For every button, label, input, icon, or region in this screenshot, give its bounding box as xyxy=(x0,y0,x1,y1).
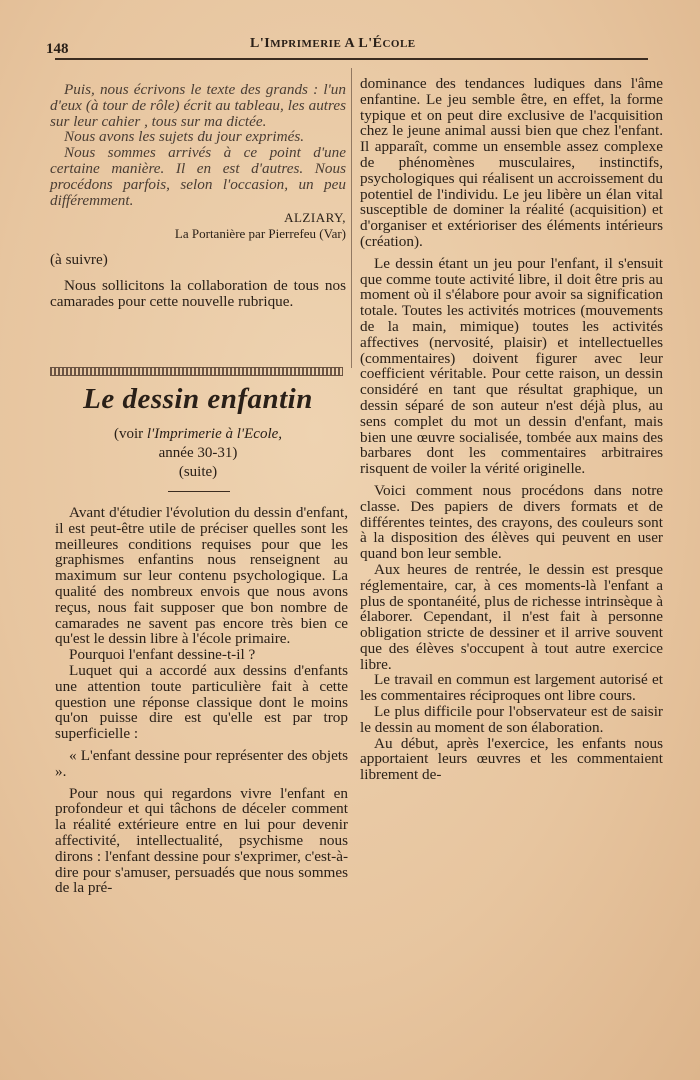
decorative-divider xyxy=(50,367,343,376)
article-subtitle xyxy=(50,425,346,482)
continued-note: (à suivre) xyxy=(50,250,108,268)
paragraph: Nous sommes arrivés à ce point d'une certaine manière. Il en est d'autres. Nous procédons parfois, selon l'occasion, un peu différemment. xyxy=(50,144,346,209)
paragraph: Au début, après l'exercice, les enfants nous apportaient leurs œuvres et les commentaient librement de- xyxy=(360,734,663,784)
subtitle-prefix: (voir xyxy=(113,426,147,442)
subtitle-suite: (suite) xyxy=(178,464,218,480)
running-title-part: A L'É xyxy=(341,36,383,51)
paragraph: Luquet qui a accordé aux dessins d'enfants une attention toute particulière fait à cette question une réponse classique dont le moins qu'on puisse dire est qu'elle est par trop superficielle : xyxy=(55,661,348,743)
previous-article xyxy=(50,82,346,309)
paragraph: Le dessin étant un jeu pour l'enfant, il s'ensuit que comme toute activité libre, il doit être pris au moment où il s'élabore pour avoir sa signification totale. Toutes les activités motrices (mouvements de la main, mimique) toutes les activités affectives (nervosité, plaisir) et intellectuelles (commentaires) doivent figurer avec leur coefficient véritable. Pour cette raison, un dessin considéré en tant que résultat graphique, un dessin séparé de son auteur n'est déjà plus, au sens complet du mot un dessin d'enfant, mais bien une œuvre socialisée, tombée aux mains des barbares dont les commentaires arbitraires risquent de voiler la vérité originelle. xyxy=(360,254,663,478)
author-location: La Portanière par Pierrefeu (Var) xyxy=(174,226,346,242)
paragraph: Pourquoi l'enfant dessine-t-il ? xyxy=(69,646,256,664)
page-number: 148 xyxy=(46,41,69,57)
running-title-part: COLE xyxy=(382,38,416,50)
collaboration-note: Nous sollicitons la collaboration de tous nos camarades pour cette nouvelle rubrique. xyxy=(50,276,346,310)
title-rule xyxy=(168,491,230,492)
paragraph: dominance des tendances ludiques dans l'âme enfantine. Le jeu semble être, en effet, la forme typique et on peut dire exclusive de l'acquisition chez le jeune animal aussi bien que chez l'enfant. Il apparaît, comme un ensemble assez complexe de phénomènes musculaires, instinctifs, psychologiques qui réalisent un accroissement du potentiel de l'individu. Le jeu libère un élan vital susceptible de dominer la réalité (acquisition) et d'organiser et extérioriser des éléments intérieurs (création). xyxy=(360,75,663,250)
running-title xyxy=(250,36,416,52)
subtitle-year: année 30-31) xyxy=(158,445,238,461)
subtitle-journal: l'Imprimerie à l'Ecole, xyxy=(146,426,283,442)
paragraph: Avant d'étudier l'évolution du dessin d'enfant, il est peut-être utile de préciser quelles sont les meilleures conditions requises pour que les graphismes enfantins nous renseignent au maximum sur leur contenu psychologique. La qualité des nombreux envois que nous avons reçus, nous fait supposer que bon nombre de camarades ne savent pas encore très bien ce qu'est le dessin libre à l'école primaire. xyxy=(55,504,348,648)
article-left-column xyxy=(55,505,348,896)
paragraph: Voici comment nous procédons dans notre classe. Des papiers de divers formats et de différentes teintes, des crayons, des couleurs sont à la disposition des élèves qui peuvent en user quand bon leur semble. xyxy=(360,481,663,563)
paragraph: Puis, nous écrivons le texte des grands : l'un d'eux (à tour de rôle) écrit au tableau, les autres sur leur cahier , tous sur ma dictée. xyxy=(50,81,346,130)
paragraph: Le travail en commun est largement autorisé et les commentaires réciproques ont libre cours. xyxy=(360,671,663,705)
article-right-column xyxy=(360,76,663,783)
paragraph: Pour nous qui regardons vivre l'enfant en profondeur et qui tâchons de déceler comment la réalité extérieure entre en lui pour devenir affectivité, intellectualité, psychisme nous dirons : l'enfant dessine pour s'exprimer, c'est-à-dire pour s'amuser, persuadés que nous sommes de la pré- xyxy=(55,784,348,897)
paragraph: Nous avons les sujets du jour exprimés. xyxy=(64,128,305,146)
column-divider xyxy=(351,68,352,368)
running-title-part: MPRIMERIE xyxy=(270,38,342,50)
paragraph: Le plus difficile pour l'observateur est de saisir le dessin au moment de son élaboration. xyxy=(360,703,663,736)
paragraph: Aux heures de rentrée, le dessin est presque réglementaire, car, à ces moments-là l'enfant a plus de spontanéité, plus de richesse intrinsèque à élaborer. Cependant, il n'est fait à personne obligation stricte de dessiner et il arrive souvent que des élèves s'occupent à tout autre exercice libre. xyxy=(360,560,663,673)
article-title: Le dessin enfantin xyxy=(83,383,313,415)
quote: « L'enfant dessine pour représenter des objets ». xyxy=(55,746,348,780)
header-rule xyxy=(55,58,648,60)
author-signature: ALZIARY, xyxy=(284,210,346,226)
running-title-part: L'I xyxy=(250,36,271,51)
